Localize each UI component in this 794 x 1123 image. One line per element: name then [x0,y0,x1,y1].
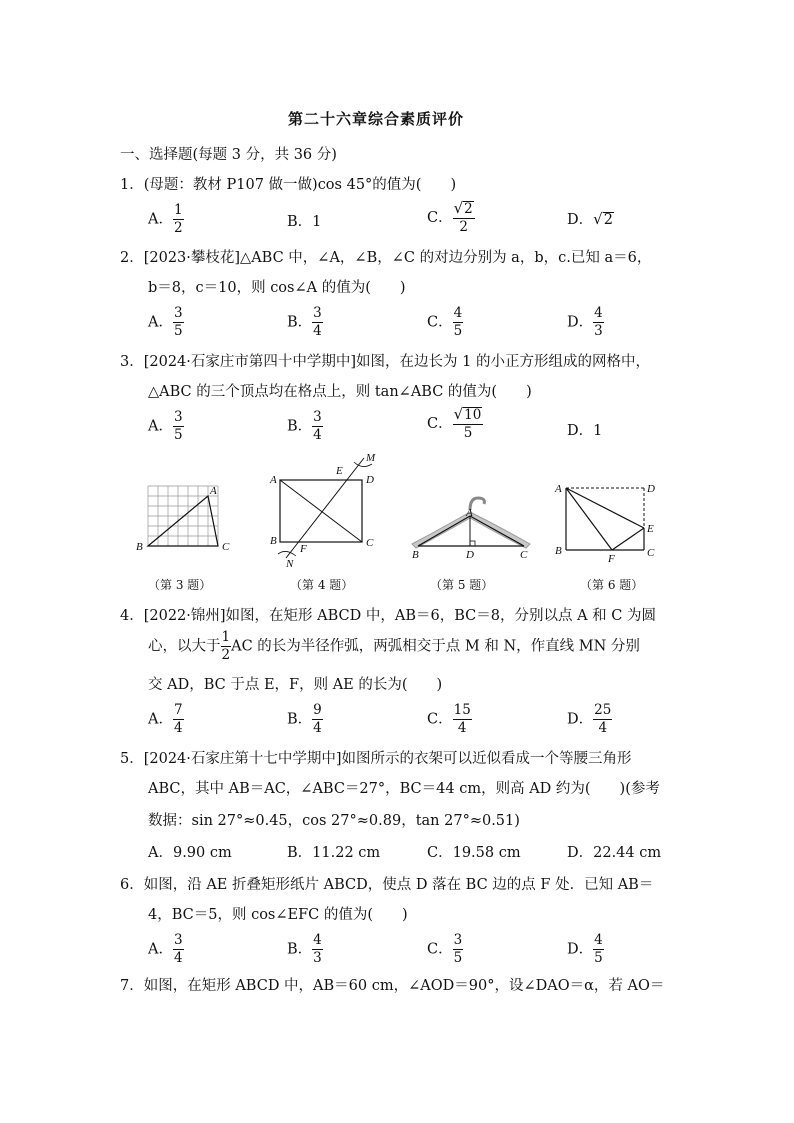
label-a: A [210,485,217,497]
q6-option-c[interactable]: C． $\frac{3}{5}$ [427,932,463,966]
sqrt: √ 2 [453,199,473,217]
figure-5-hanger [402,486,542,566]
label-n: N [286,558,294,570]
q6-option-a[interactable]: A． $\frac{3}{4}$ [148,932,183,966]
fraction: √ 10 5 [453,405,482,441]
diagonal-ac [280,480,362,542]
q6-line1: 6．如图，沿 AE 折叠矩形纸片 ABCD，使点 D 落在 BC 边的点 F 处．已知 AB＝ [120,877,654,893]
arc-n [278,551,296,556]
right-angle-mark [470,541,475,546]
q3-option-a[interactable]: A． $\frac{3}{5}$ [148,409,183,443]
segment-af [566,488,612,550]
q2-line1: 2．[2023·攀枝花]△ABC 中，∠A，∠B，∠C 的对边分别为 a，b，c.已知 a＝6， [120,250,652,266]
fraction: $\frac{25}{4}$ [594,702,612,736]
label-c: C [647,547,655,559]
option-letter: A． [148,211,173,228]
side-ac [470,516,524,546]
label-d: D [366,474,374,486]
q1-option-c[interactable] [427,201,475,235]
q4-option-d[interactable]: D． $\frac{25}{4}$ [567,702,612,736]
q2-option-b[interactable]: B． $\frac{3}{4}$ [287,305,322,339]
q3-option-b[interactable]: B． $\frac{3}{4}$ [287,409,322,443]
fraction: $\frac{4}{5}$ [594,932,603,966]
q4-option-b[interactable]: B． $\frac{9}{4}$ [287,702,322,736]
label-f: F [608,553,615,565]
q6-line2: 4，BC＝5，则 cos∠EFC 的值为( ) [148,907,408,923]
triangle-abc [148,496,218,546]
q2-option-c[interactable]: C． $\frac{4}{5}$ [427,305,463,339]
fraction: $\frac{3}{5}$ [453,932,463,966]
q5-line1: 5．[2024·石家庄第十七中学期中]如图所示的衣架可以近似看成一个等腰三角形 [120,751,632,767]
label-c: C [520,549,528,561]
label-a: A [555,483,562,495]
figure-3-grid-triangle [132,472,242,562]
figure-4-rectangle [262,450,382,570]
q4-option-c[interactable]: C． $\frac{15}{4}$ [427,702,471,736]
q5-option-b[interactable]: B．11.22 cm [287,845,381,861]
q5-option-a[interactable]: A．9.90 cm [148,845,232,861]
sqrt: √ 2 [593,210,613,228]
fraction: $\frac{7}{4}$ [173,702,183,736]
fraction: $\frac{3}{5}$ [173,305,183,339]
fraction: $\frac{3}{5}$ [173,409,183,443]
figure-3-caption: （第 3 题） [148,578,212,592]
fraction: $\frac{3}{4}$ [313,409,322,443]
label-b: B [555,545,562,557]
q7-line1: 7．如图，在矩形 ABCD 中，AB＝60 cm，∠AOD＝90°，设∠DAO＝α，若 AO＝ [120,978,665,994]
q5-option-d[interactable]: D．22.44 cm [567,845,662,861]
fraction: $\frac{3}{4}$ [313,305,322,339]
label-d: D [647,483,655,495]
q4-option-a[interactable]: A． $\frac{7}{4}$ [148,702,183,736]
q5-option-c[interactable]: C．19.58 cm [427,845,521,861]
label-a: A [270,474,277,486]
fraction: $\frac{9}{4}$ [313,702,322,736]
label-e: E [336,465,343,477]
label-c: C [222,541,230,553]
label-b: B [270,535,277,547]
q1-stem: 1．(母题：教材 P107 做一做)cos 45°的值为( ) [120,177,457,193]
fraction: √ 2 2 [453,199,473,235]
line-mn [286,458,364,558]
label-b: B [136,541,143,553]
page-title: 第二十六章综合素质评价 [288,110,465,128]
sqrt: √ 10 [453,405,482,423]
q3-option-c[interactable]: C． √ 10 5 [427,405,482,441]
label-m: M [366,452,376,464]
label-e: E [647,523,654,535]
fraction: $\frac{4}{3}$ [594,305,603,339]
label-b: B [412,549,419,561]
q4-line2: 心，以大于 $\frac{1}{2}$ AC 的长为半径作弧，两弧相交于点 M 和 N，作直线 MN 分别 [148,629,640,663]
q3-line2: △ABC 的三个顶点均在格点上，则 tan∠ABC 的值为( ) [148,384,532,400]
fold-ae [566,488,644,528]
option-letter: D． [567,212,594,228]
q3-line1: 3．[2024·石家庄市第四十中学期中]如图，在边长为 1 的小正方形组成的网格中， [120,354,650,370]
label-a: A [466,507,473,519]
figure-4-caption: （第 4 题） [290,578,354,592]
q3-option-d[interactable]: D．1 [567,423,603,439]
segment-fe [612,528,644,550]
q2-line2: b＝8，c＝10，则 cos∠A 的值为( ) [148,280,406,296]
side-ab [418,516,470,546]
figure-5-caption: （第 5 题） [430,578,494,592]
figure-6-caption: （第 6 题） [580,578,644,592]
label-c: C [366,537,374,549]
fraction: $\frac{1}{2}$ [173,202,183,236]
q4-line3: 交 AD，BC 于点 E，F，则 AE 的长为( ) [148,677,443,693]
option-letter: C． [427,210,453,226]
q4-line1: 4．[2022·锦州]如图，在矩形 ABCD 中，AB＝6，BC＝8，分别以点 A 和 C 为圆 [120,608,656,624]
q1-option-b[interactable]: B．1 [287,214,322,230]
q1-option-a[interactable] [148,203,184,236]
fraction: $\frac{4}{3}$ [313,932,322,966]
q5-line2: ABC，其中 AB＝AC，∠ABC＝27°，BC＝44 cm，则高 AD 约为( )(参考 [148,781,660,797]
fraction: $\frac{1}{2}$ [221,629,231,663]
label-d: D [466,549,474,561]
q5-line3: 数据：sin 27°≈0.45，cos 27°≈0.89，tan 27°≈0.51) [148,813,520,829]
q6-option-b[interactable]: B． $\frac{4}{3}$ [287,932,322,966]
q2-option-a[interactable]: A． $\frac{3}{5}$ [148,305,183,339]
q1-option-d[interactable] [567,210,614,230]
figure-6-fold [552,476,662,566]
section-heading: 一、选择题(每题 3 分，共 36 分) [120,147,337,163]
fraction: $\frac{3}{4}$ [173,932,183,966]
label-f: F [300,543,307,555]
fraction: $\frac{15}{4}$ [453,702,471,736]
q2-option-d[interactable]: D． $\frac{4}{3}$ [567,305,603,339]
q6-option-d[interactable]: D． $\frac{4}{5}$ [567,932,603,966]
fraction: $\frac{4}{5}$ [453,305,463,339]
